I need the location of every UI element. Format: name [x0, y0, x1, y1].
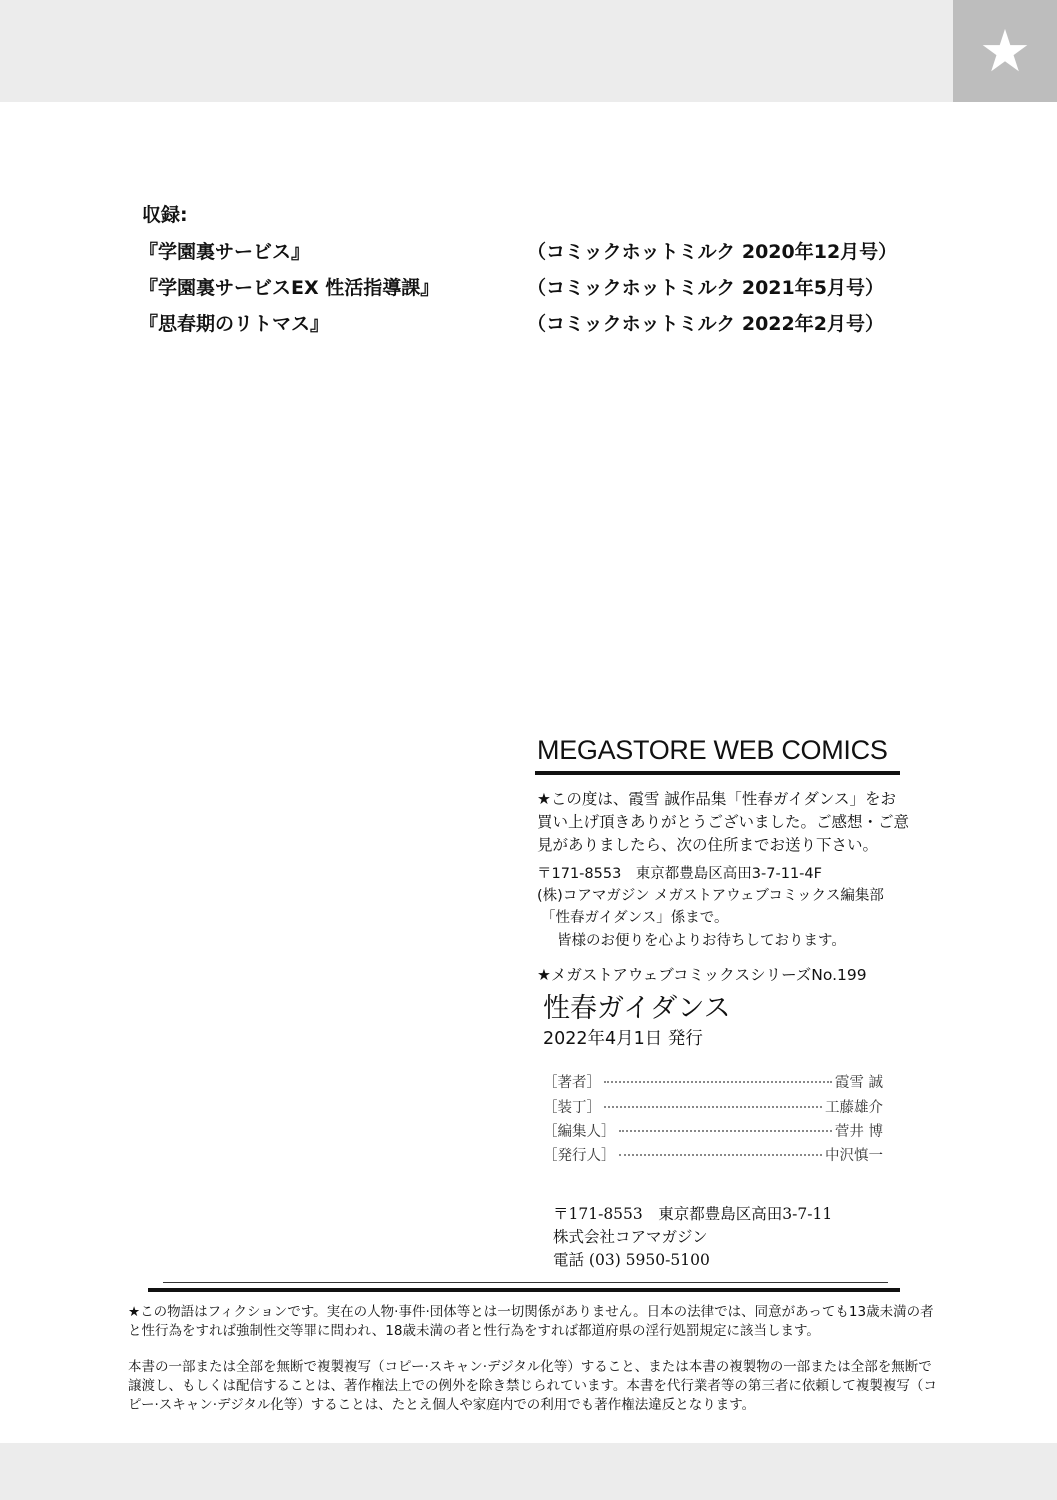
- story-title: 『思春期のリトマス』: [139, 313, 330, 335]
- divider: [148, 1288, 900, 1292]
- story-title: 『学園裏サービス』: [139, 241, 311, 263]
- credit-row: [543, 1071, 883, 1092]
- credit-row: [543, 1120, 883, 1141]
- imprint-rule: [535, 771, 900, 775]
- leader-dots: [619, 1130, 832, 1132]
- credit-row: [543, 1144, 883, 1165]
- credit-role: ［著者］: [543, 1075, 601, 1091]
- credit-row: [543, 1096, 883, 1117]
- top-band: [0, 0, 1057, 102]
- leader-dots: [604, 1081, 832, 1083]
- credit-name: 菅井 博: [834, 1124, 883, 1140]
- star-icon: ★: [953, 0, 1057, 102]
- address-line: (株)コアマガジン メガストアウェブコミックス編集部: [537, 888, 884, 904]
- leader-dots: [604, 1106, 822, 1108]
- book-title: 性春ガイダンス: [543, 993, 731, 1024]
- credit-name: 霞雪 誠: [834, 1075, 883, 1091]
- divider: [163, 1282, 888, 1283]
- contents-heading: 収録:: [142, 204, 188, 226]
- credit-role: ［編集人］: [543, 1124, 616, 1140]
- credit-name: 中沢慎一: [825, 1148, 883, 1164]
- publisher-name: 株式会社コアマガジン: [553, 1228, 708, 1246]
- issue-date: 2022年4月1日 発行: [543, 1029, 703, 1049]
- story-title: 『学園裏サービスEX 性活指導課』: [139, 277, 440, 299]
- series-number: ★メガストアウェブコミックスシリーズNo.199: [537, 966, 867, 984]
- story-source: （コミックホットミルク 2020年12月号）: [527, 241, 898, 263]
- leader-dots: [619, 1154, 823, 1156]
- address-line: 皆様のお便りを心よりお待ちしております。: [557, 933, 846, 949]
- fiction-notice: ★この物語はフィクションです。実在の人物·事件·団体等とは一切関係がありません。日本の法律では、同意があっても13歳未満の者と性行為をすれば強制性交等罪に問われ、18歳未満の者と性行為をすれば都道府県の淫行処罰規定に該当します。: [128, 1304, 934, 1339]
- story-source: （コミックホットミルク 2021年5月号）: [527, 277, 884, 299]
- imprint-label: MEGASTORE WEB COMICS: [537, 735, 888, 765]
- address-line: 「性春ガイダンス」係まで。: [541, 910, 729, 926]
- credit-role: ［装丁］: [543, 1100, 601, 1116]
- credit-role: ［発行人］: [543, 1148, 616, 1164]
- credit-name: 工藤雄介: [825, 1100, 883, 1116]
- reader-message: ★この度は、霞雪 誠作品集「性春ガイダンス」をお買い上げ頂きありがとうございました。ご感想・ご意見がありましたら、次の住所までお送り下さい。: [537, 790, 910, 854]
- bottom-band: [0, 1443, 1057, 1500]
- story-source: （コミックホットミルク 2022年2月号）: [527, 313, 884, 335]
- address-line: 〒171-8553 東京都豊島区高田3-7-11-4F: [537, 866, 822, 882]
- publisher-phone: 電話 (03) 5950-5100: [553, 1251, 710, 1269]
- publisher-address: 〒171-8553 東京都豊島区高田3-7-11: [553, 1205, 833, 1223]
- copyright-notice: 本書の一部または全部を無断で複製複写（コピー·スキャン·デジタル化等）すること、または本書の複製物の一部または全部を無断で譲渡し、もしくは配信することは、著作権法上での例外を除き禁じられています。本書を代行業者等の第三者に依頼して複製複写（コピー·スキャン·デジタル化等）することは、たとえ個人や家庭内での利用でも著作権法違反となります。: [128, 1359, 937, 1413]
